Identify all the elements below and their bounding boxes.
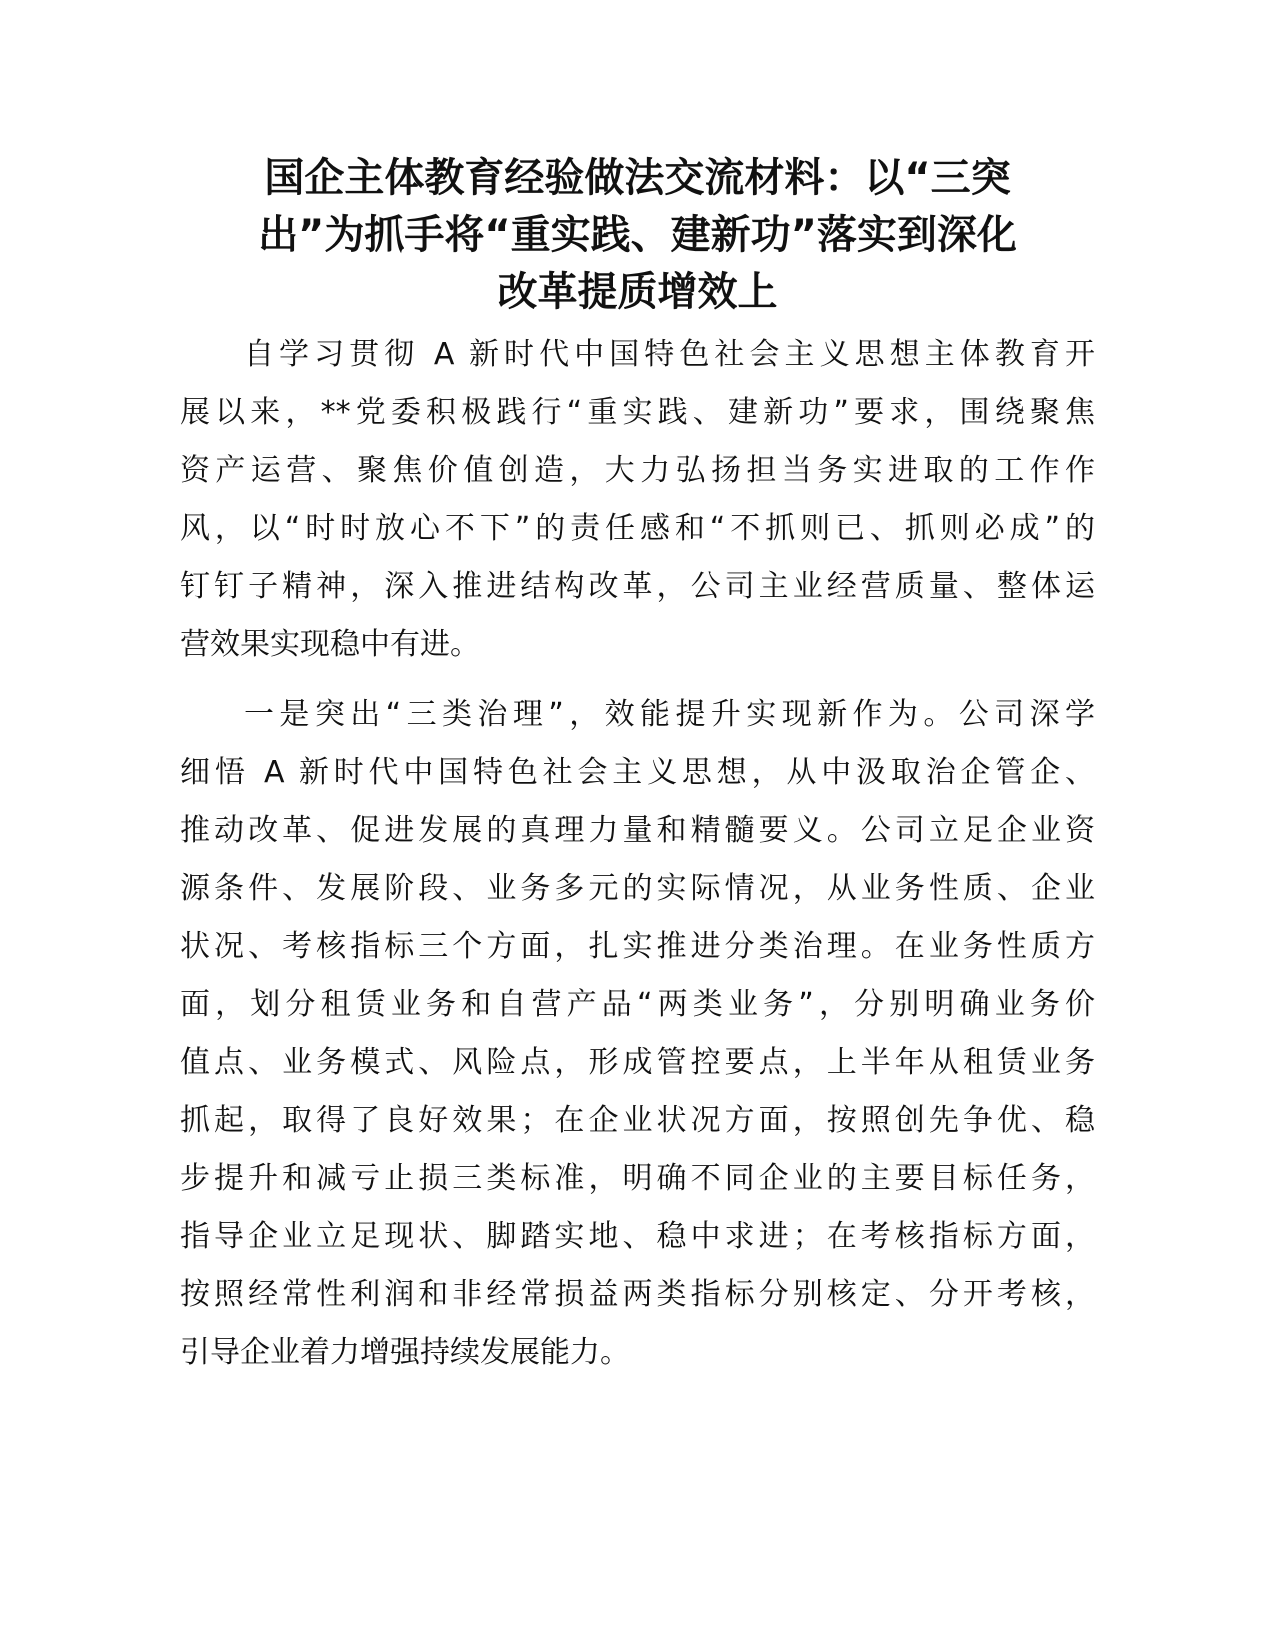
document-body xyxy=(180,326,1095,1394)
paragraph-line: 一是突出“三类治理”，效能提升实现新作为。公司深学 xyxy=(244,697,1095,732)
paragraph-line: 风，以“时时放心不下”的责任感和“不抓则已、抓则必成”的 xyxy=(180,511,1095,546)
paragraph-line: 资产运营、聚焦价值创造，大力弘扬担当务实进取的工作作 xyxy=(180,453,1095,488)
paragraph-line: 细悟 A 新时代中国特色社会主义思想，从中汲取治企管企、 xyxy=(180,755,1095,790)
paragraph-intro xyxy=(180,326,1095,674)
title-line: 国企主体教育经验做法交流材料：以“三突 xyxy=(264,155,1011,201)
paragraph-line: 推动改革、促进发展的真理力量和精髓要义。公司立足企业资 xyxy=(180,813,1095,848)
paragraph-line: 值点、业务模式、风险点，形成管控要点，上半年从租赁业务 xyxy=(180,1045,1095,1080)
paragraph-line: 引导企业着力增强持续发展能力。 xyxy=(180,1335,630,1370)
title-line: 改革提质增效上 xyxy=(497,269,778,315)
paragraph-line: 指导企业立足现状、脚踏实地、稳中求进；在考核指标方面， xyxy=(180,1219,1095,1254)
paragraph-line: 营效果实现稳中有进。 xyxy=(180,627,480,662)
paragraph-line: 步提升和减亏止损三类标准，明确不同企业的主要目标任务， xyxy=(180,1161,1095,1196)
paragraph-line: 按照经常性利润和非经常损益两类指标分别核定、分开考核， xyxy=(180,1277,1095,1312)
title-line: 出”为抓手将“重实践、建新功”落实到深化 xyxy=(258,212,1017,258)
paragraph-line: 抓起，取得了良好效果；在企业状况方面，按照创先争优、稳 xyxy=(180,1103,1095,1138)
paragraph-line: 面，划分租赁业务和自营产品“两类业务”，分别明确业务价 xyxy=(180,987,1095,1022)
document-title xyxy=(180,150,1095,321)
paragraph-line: 状况、考核指标三个方面，扎实推进分类治理。在业务性质方 xyxy=(180,929,1095,964)
paragraph-line: 展以来，**党委积极践行“重实践、建新功”要求，围绕聚焦 xyxy=(180,395,1095,430)
paragraph-line: 自学习贯彻 A 新时代中国特色社会主义思想主体教育开 xyxy=(244,337,1095,372)
paragraph-three-governance xyxy=(180,686,1095,1382)
paragraph-line: 源条件、发展阶段、业务多元的实际情况，从业务性质、企业 xyxy=(180,871,1095,906)
paragraph-line: 钉钉子精神，深入推进结构改革，公司主业经营质量、整体运 xyxy=(180,569,1095,604)
